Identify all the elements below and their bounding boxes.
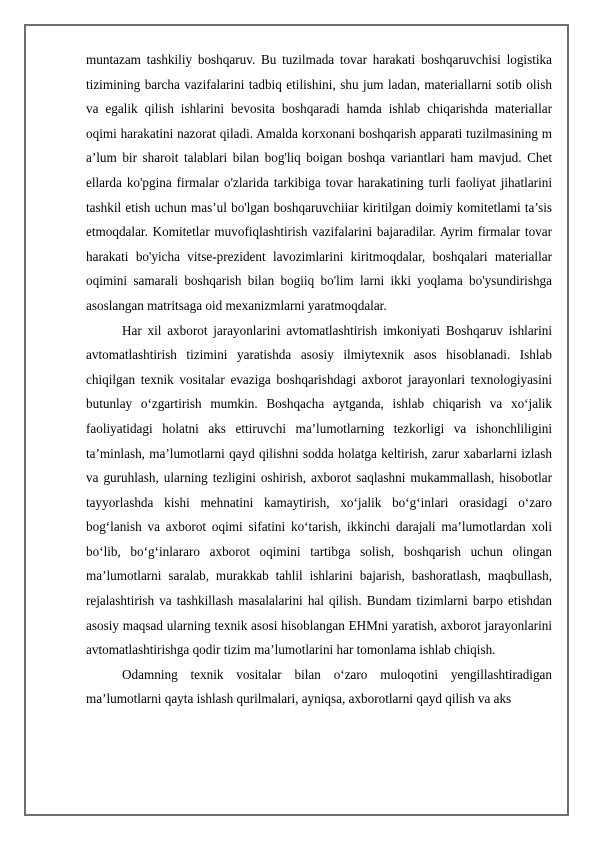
document-body bbox=[86, 48, 552, 712]
paragraph-2: Har xil axborot jarayonlarini avtomatlashtirish imkoniyati Boshqaruv ishlarini avtomatlashtirish tizimini yaratishda asosiy ilmiytexnik asos hisoblanadi. Ishlab chiqilgan texnik vositalar evaziga boshqarishdagi axborot jarayonlari texnologiyasini butunlay o‘zgartirish mumkin. Boshqacha aytganda, ishlab chiqarish va xo‘jalik faoliyatidagi holatni aks ettiruvchi ma’lumotlarning tezkorligi va ishonchliligini ta’minlash, ma’lumotlarni qayd qilishni sodda holatga keltirish, zarur xabarlarni izlash va guruhlash, ularning tezligini oshirish, axborot saqlashni mukammallash, hisobotlar tayyorlashda kishi mehnatini kamaytirish, xo‘jalik bo‘g‘inlari orasidagi o‘zaro bog‘lanish va axborot oqimi sifatini ko‘tarish, ikkinchi darajali ma’lumotlardan xoli bo‘lib, bo‘g‘inlararo axborot oqimini tartibga solish, boshqarish uchun olingan ma’lumotlarni saralab, murakkab tahlil ishlarini bajarish, bashoratlash, maqbullash, rejalashtirish va tashkillash masalalarini hal qilish. Bundam tizimlarni barpo etishdan asosiy maqsad ularning texnik asosi hisoblangan EHMni yaratish, axborot jarayonlarini avtomatlashtirishga qodir tizim ma’lumotlarini har tomonlama ishlab chiqish. bbox=[86, 322, 552, 658]
paragraph-3: Odamning texnik vositalar bilan o‘zaro muloqotini yengillashtiradigan ma’lumotlarni qayta ishlash qurilmalari, ayniqsa, axborotlarni qayd qilish va aks bbox=[86, 666, 552, 707]
paragraph-1: muntazam tashkiliy boshqaruv. Bu tuzilmada tovar harakati boshqaruvchisi logistika tizimining barcha vazifalarini tadbiq etilishini, shu jum ladan, materiallarni sotib olish va egalik qilish ishlarini bevosita boshqaradi hamda ishlab chiqarishda materiallar oqimi harakatini nazorat qiladi. Amalda korxonani boshqarish apparati tuzilmasining m a’lum bir sharoit talablari bilan bog'liq boigan boshqa variantlari ham mavjud. Chet ellarda ko'pgina firmalar o'zlarida tarkibiga tovar harakatining turli faoliyat jihatlarini tashkil etish uchun mas’ul bo'lgan boshqaruvchiiar kiritilgan doimiy komitetlami ta’sis etmoqdalar. Komitetlar muvofiqlashtirish vazifalarini bajaradilar. Ayrim firmalar tovar harakati bo'yicha vitse-prezident lavozimlarini kiritmoqdalar, boshqalari materiallar oqimini samarali boshqarish bilan bogiiq bo'lim larni ikki yoqlama bo'ysundirishga asoslangan matritsaga oid mexanizmlarni yaratmoqdalar. bbox=[86, 52, 552, 313]
